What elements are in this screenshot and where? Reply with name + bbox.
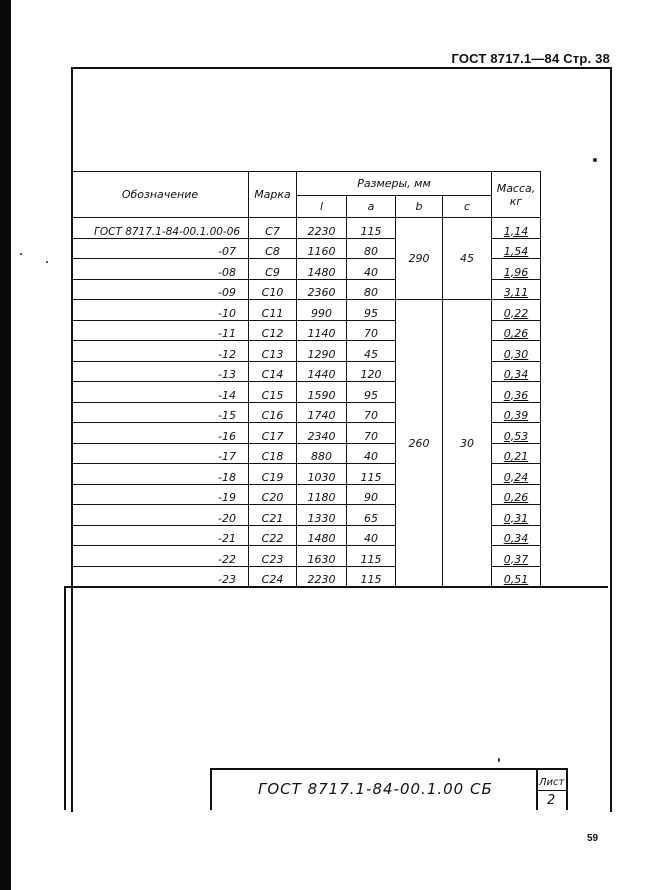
sheet-divider <box>538 790 566 791</box>
group-b-value: 260 <box>396 300 443 587</box>
col-header-mark: Марка <box>249 172 297 218</box>
row-mark: С13 <box>249 341 297 362</box>
row-designation: -12 <box>72 341 249 362</box>
row-designation: -07 <box>72 238 249 259</box>
row-designation: -22 <box>72 546 249 567</box>
row-l: 990 <box>297 300 347 321</box>
row-mark: С14 <box>249 361 297 382</box>
scan-speck <box>498 758 500 762</box>
row-mass: 0,31 <box>492 505 541 526</box>
sheet-number: 2 <box>547 793 556 808</box>
col-header-dimensions: Размеры, мм <box>297 172 492 196</box>
row-designation: -13 <box>72 361 249 382</box>
row-mass: 1,54 <box>492 238 541 259</box>
title-block <box>210 768 568 810</box>
row-designation: -17 <box>72 443 249 464</box>
row-designation: -14 <box>72 382 249 403</box>
page-header: ГОСТ 8717.1—84 Стр. 38 <box>451 51 610 66</box>
row-mass: 3,11 <box>492 279 541 300</box>
row-mass: 0,21 <box>492 443 541 464</box>
row-mark: С24 <box>249 566 297 587</box>
row-l: 1180 <box>297 484 347 505</box>
row-a: 80 <box>347 238 396 259</box>
row-a: 70 <box>347 402 396 423</box>
row-mass: 0,37 <box>492 546 541 567</box>
col-header-b: b <box>396 196 443 218</box>
row-a: 80 <box>347 279 396 300</box>
row-l: 1440 <box>297 361 347 382</box>
row-l: 1160 <box>297 238 347 259</box>
sheet-label: Лист <box>539 777 565 788</box>
row-mark: С16 <box>249 402 297 423</box>
row-mass: 0,34 <box>492 525 541 546</box>
row-mass: 0,26 <box>492 320 541 341</box>
row-designation: -08 <box>72 259 249 280</box>
row-l: 1590 <box>297 382 347 403</box>
row-l: 1740 <box>297 402 347 423</box>
specification-table <box>71 171 541 587</box>
group-c-value: 45 <box>443 218 492 300</box>
scan-speck <box>20 253 22 255</box>
row-a: 70 <box>347 320 396 341</box>
page-number: 59 <box>587 833 599 844</box>
row-mass: 0,34 <box>492 361 541 382</box>
row-l: 2360 <box>297 279 347 300</box>
row-mark: С12 <box>249 320 297 341</box>
row-a: 40 <box>347 259 396 280</box>
row-mark: С8 <box>249 238 297 259</box>
row-mass: 0,36 <box>492 382 541 403</box>
row-mark: С21 <box>249 505 297 526</box>
row-mark: С15 <box>249 382 297 403</box>
row-l: 1330 <box>297 505 347 526</box>
col-header-a: a <box>347 196 396 218</box>
row-l: 2230 <box>297 218 347 239</box>
row-l: 1480 <box>297 525 347 546</box>
row-mark: С17 <box>249 423 297 444</box>
row-a: 70 <box>347 423 396 444</box>
row-mark: С10 <box>249 279 297 300</box>
row-mark: С7 <box>249 218 297 239</box>
table-row <box>72 218 541 239</box>
row-mass: 0,26 <box>492 484 541 505</box>
document-code: ГОСТ 8717.1-84-00.1.00 СБ <box>258 780 493 798</box>
row-designation: -18 <box>72 464 249 485</box>
row-mark: С19 <box>249 464 297 485</box>
col-header-designation: Обозначение <box>72 172 249 218</box>
sheet-cell <box>536 770 566 810</box>
row-l: 1480 <box>297 259 347 280</box>
row-designation: -16 <box>72 423 249 444</box>
row-mass: 0,30 <box>492 341 541 362</box>
row-a: 115 <box>347 546 396 567</box>
row-a: 115 <box>347 218 396 239</box>
table-row <box>72 300 541 321</box>
row-a: 95 <box>347 382 396 403</box>
row-a: 115 <box>347 464 396 485</box>
row-designation: -21 <box>72 525 249 546</box>
row-l: 1140 <box>297 320 347 341</box>
row-l: 1630 <box>297 546 347 567</box>
group-b-value: 290 <box>396 218 443 300</box>
row-mass: 0,39 <box>492 402 541 423</box>
row-l: 2230 <box>297 566 347 587</box>
row-designation: -23 <box>72 566 249 587</box>
row-designation: -11 <box>72 320 249 341</box>
row-mark: С11 <box>249 300 297 321</box>
row-designation: -19 <box>72 484 249 505</box>
row-mark: С20 <box>249 484 297 505</box>
col-header-c: c <box>443 196 492 218</box>
row-l: 2340 <box>297 423 347 444</box>
row-a: 90 <box>347 484 396 505</box>
row-a: 40 <box>347 443 396 464</box>
row-designation: ГОСТ 8717.1-84-00.1.00-06 <box>72 218 249 239</box>
row-mark: С22 <box>249 525 297 546</box>
group-c-value: 30 <box>443 300 492 587</box>
row-mass: 0,22 <box>492 300 541 321</box>
scan-speck <box>593 158 597 162</box>
row-mass: 0,51 <box>492 566 541 587</box>
frame-left-lower-border <box>64 586 66 810</box>
row-l: 1290 <box>297 341 347 362</box>
row-a: 115 <box>347 566 396 587</box>
col-header-mass: Масса, кг <box>492 172 541 218</box>
row-a: 40 <box>347 525 396 546</box>
row-a: 95 <box>347 300 396 321</box>
row-designation: -10 <box>72 300 249 321</box>
row-mark: С23 <box>249 546 297 567</box>
row-designation: -20 <box>72 505 249 526</box>
row-mass: 0,53 <box>492 423 541 444</box>
row-mass: 1,14 <box>492 218 541 239</box>
scan-speck <box>46 261 48 263</box>
row-mass: 0,24 <box>492 464 541 485</box>
row-designation: -09 <box>72 279 249 300</box>
row-l: 1030 <box>297 464 347 485</box>
row-a: 65 <box>347 505 396 526</box>
row-designation: -15 <box>72 402 249 423</box>
col-header-l: l <box>297 196 347 218</box>
row-a: 45 <box>347 341 396 362</box>
row-l: 880 <box>297 443 347 464</box>
scan-edge-bar <box>0 0 11 890</box>
row-mark: С18 <box>249 443 297 464</box>
row-mark: С9 <box>249 259 297 280</box>
row-a: 120 <box>347 361 396 382</box>
row-mass: 1,96 <box>492 259 541 280</box>
